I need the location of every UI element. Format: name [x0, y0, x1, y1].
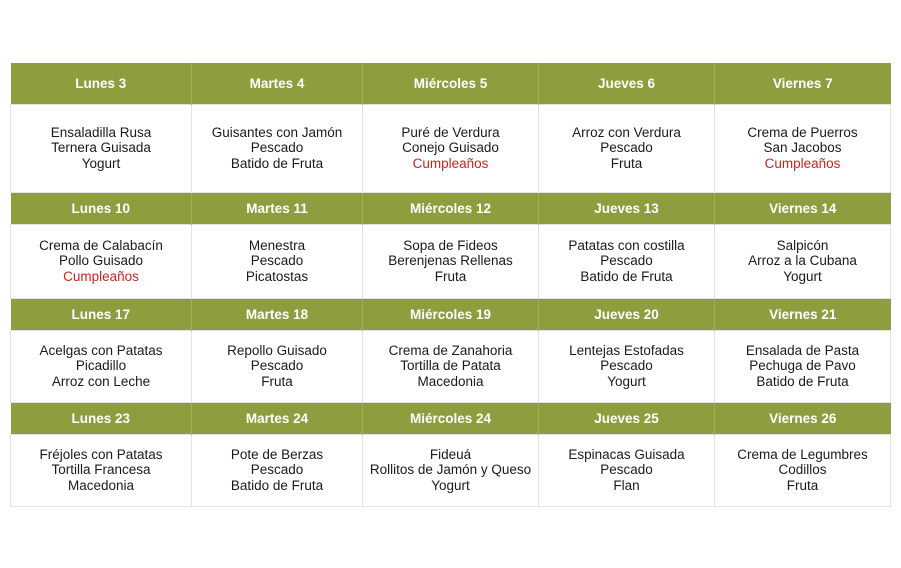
dish: Guisantes con Jamón — [211, 124, 343, 140]
day-header: Viernes 21 — [715, 298, 891, 330]
day-menu-cell — [715, 434, 891, 506]
day-header: Miércoles 24 — [363, 402, 539, 434]
week-3-header-row — [11, 298, 891, 330]
day-menu-cell — [363, 330, 539, 402]
dish: Patatas con costilla — [568, 237, 685, 253]
day-header: Lunes 23 — [11, 402, 192, 434]
dish: Crema de Calabacín — [39, 237, 163, 253]
day-header: Viernes 14 — [715, 192, 891, 224]
dish: Ensalada de Pasta — [745, 342, 860, 358]
dish: Rollitos de Jamón y Queso — [369, 462, 532, 478]
dish: Crema de Zanahoria — [388, 342, 513, 358]
week-1-header-row — [11, 63, 891, 104]
day-menu-cell — [363, 104, 539, 192]
day-header: Lunes 10 — [11, 192, 192, 224]
dish: Ensaladilla Rusa — [50, 124, 152, 140]
dish: Tortilla Francesa — [51, 462, 151, 478]
dish: Berenjenas Rellenas — [388, 253, 513, 269]
day-header: Jueves 20 — [539, 298, 715, 330]
day-menu-cell — [11, 434, 192, 506]
day-menu-cell — [539, 224, 715, 298]
week-1-menu-row — [11, 104, 891, 192]
dish: Pescado — [250, 140, 304, 156]
dish: Pescado — [600, 140, 653, 156]
day-menu-cell — [539, 434, 715, 506]
dish: Crema de Legumbres — [737, 446, 868, 462]
dish: Pescado — [600, 462, 653, 478]
day-header: Viernes 7 — [715, 63, 891, 104]
week-3-menu-row — [11, 330, 891, 402]
dish: Pescado — [250, 253, 304, 269]
birthday-note: Cumpleaños — [412, 155, 489, 171]
dish: Conejo Guisado — [402, 140, 499, 156]
dish: Fruta — [610, 155, 643, 171]
dish: Yogurt — [81, 155, 121, 171]
dish: Pescado — [250, 358, 304, 374]
day-header: Miércoles 19 — [363, 298, 539, 330]
day-menu-cell — [715, 104, 891, 192]
dish: Yogurt — [431, 477, 470, 493]
dish: Fréjoles con Patatas — [39, 446, 163, 462]
day-menu-cell — [539, 104, 715, 192]
dish: Salpicón — [776, 237, 829, 253]
dish: Acelgas con Patatas — [39, 342, 163, 358]
day-menu-cell — [715, 224, 891, 298]
day-menu-cell — [11, 330, 192, 402]
day-header: Lunes 17 — [11, 298, 192, 330]
day-header: Jueves 6 — [539, 63, 715, 104]
day-menu-cell — [192, 224, 363, 298]
dish: Batido de Fruta — [580, 268, 673, 284]
dish: Sopa de Fideos — [403, 237, 498, 253]
day-menu-cell — [363, 224, 539, 298]
week-2-header-row — [11, 192, 891, 224]
day-header: Jueves 25 — [539, 402, 715, 434]
birthday-note: Cumpleaños — [63, 268, 139, 284]
dish: Lentejas Estofadas — [569, 342, 684, 358]
dish: Espinacas Guisada — [568, 446, 685, 462]
dish: Pescado — [600, 358, 653, 374]
dish: Yogurt — [783, 268, 822, 284]
day-menu-cell — [11, 224, 192, 298]
dish: Batido de Fruta — [230, 155, 324, 171]
day-header: Miércoles 12 — [363, 192, 539, 224]
day-header: Martes 18 — [192, 298, 363, 330]
dish: Pechuga de Pavo — [749, 358, 856, 374]
week-2-menu-row — [11, 224, 891, 298]
dish: Fideuá — [429, 446, 472, 462]
day-header: Martes 24 — [192, 402, 363, 434]
dish: Pollo Guisado — [58, 253, 144, 269]
dish: Puré de Verdura — [401, 124, 500, 140]
day-menu-cell — [363, 434, 539, 506]
dish: Flan — [613, 477, 640, 493]
day-header: Martes 11 — [192, 192, 363, 224]
day-menu-cell — [192, 330, 363, 402]
day-header: Jueves 13 — [539, 192, 715, 224]
dish: Ternera Guisada — [51, 140, 151, 156]
day-header: Lunes 3 — [11, 63, 192, 104]
day-header: Martes 4 — [192, 63, 363, 104]
birthday-note: Cumpleaños — [764, 155, 841, 171]
dish: Tortilla de Patata — [400, 358, 501, 374]
dish: Fruta — [434, 268, 467, 284]
day-menu-cell — [192, 434, 363, 506]
dish: Batido de Fruta — [230, 477, 324, 493]
week-4-header-row — [11, 402, 891, 434]
dish: Repollo Guisado — [227, 342, 327, 358]
day-menu-cell — [539, 330, 715, 402]
day-menu-cell — [715, 330, 891, 402]
dish: Codillos — [778, 462, 827, 478]
dish: Pote de Berzas — [230, 446, 324, 462]
dish: Batido de Fruta — [756, 373, 849, 389]
week-4-menu-row — [11, 434, 891, 506]
dish: Picatostas — [245, 268, 309, 284]
dish: Arroz con Leche — [51, 373, 151, 389]
dish: Picadillo — [75, 358, 127, 374]
day-header: Viernes 26 — [715, 402, 891, 434]
dish: Arroz con Verdura — [572, 124, 681, 140]
dish: Macedonia — [417, 373, 484, 389]
day-menu-cell — [192, 104, 363, 192]
menu-calendar-body — [11, 63, 891, 506]
dish: Crema de Puerros — [747, 124, 858, 140]
dish: Fruta — [786, 477, 819, 493]
dish: Arroz a la Cubana — [748, 253, 857, 269]
dish: Menestra — [248, 237, 306, 253]
dish: San Jacobos — [763, 140, 842, 156]
dish: Pescado — [600, 253, 653, 269]
dish: Pescado — [250, 462, 304, 478]
day-header: Miércoles 5 — [363, 63, 539, 104]
day-menu-cell — [11, 104, 192, 192]
menu-calendar-table — [10, 63, 891, 507]
dish: Yogurt — [607, 373, 646, 389]
dish: Macedonia — [67, 477, 135, 493]
dish: Fruta — [261, 373, 293, 389]
